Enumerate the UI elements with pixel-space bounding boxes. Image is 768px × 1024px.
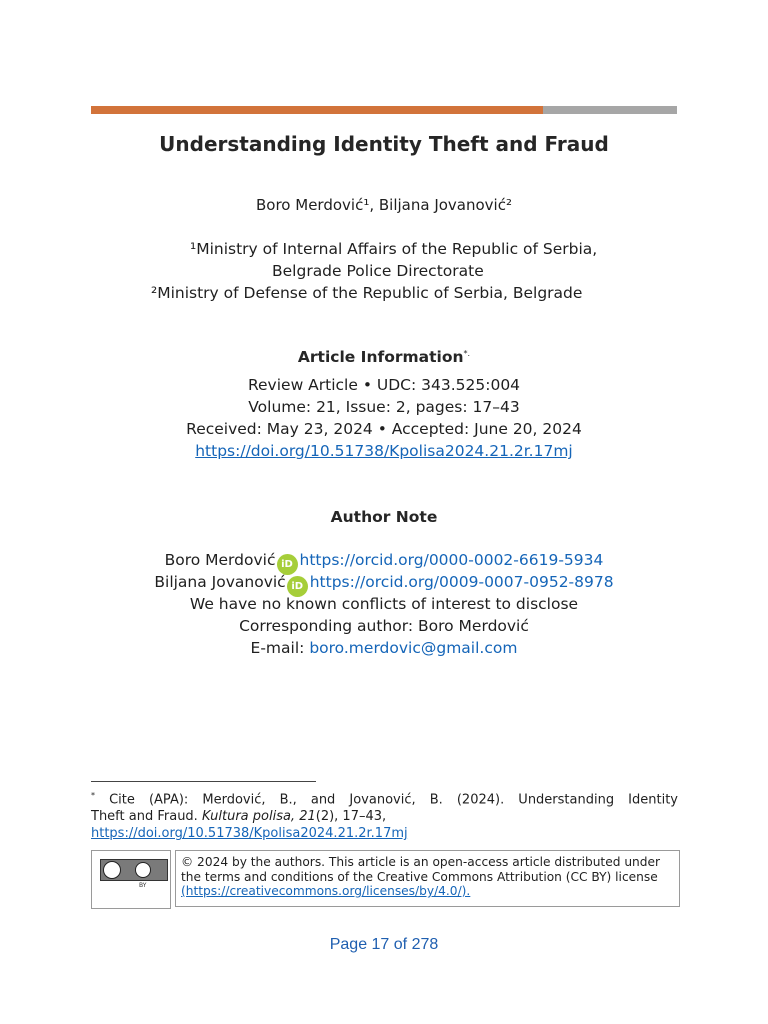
- paper-title: Understanding Identity Theft and Fraud: [159, 132, 609, 156]
- cc-by-badge: BY: [100, 859, 168, 881]
- cc-by-license-image[interactable]: [91, 850, 171, 909]
- footnote-line-3: [91, 825, 678, 842]
- header-accent-bar: [91, 106, 677, 114]
- person-icon: [135, 862, 151, 878]
- orcid-icon: iD: [287, 576, 308, 597]
- author-2-name: Biljana Jovanović: [154, 573, 286, 591]
- author-1-orcid-link[interactable]: https://orcid.org/0000-0002-6619-5934: [299, 551, 604, 569]
- author-list: Boro Merdović¹, Biljana Jovanović²: [256, 196, 512, 214]
- affiliation-1-line-2: Belgrade Police Directorate: [272, 262, 484, 280]
- author-2-orcid-link[interactable]: https://orcid.org/0009-0007-0952-8978: [309, 573, 614, 591]
- footnote-line-1: * Cite (APA): Merdović, B., and Jovanović, B. (2024). Understanding Identity: [91, 791, 678, 808]
- email-label: E-mail:: [250, 639, 305, 657]
- accent-bar-orange: [91, 106, 543, 114]
- license-statement: © 2024 by the authors. This article is an open-access article distributed under the terms and conditions of the Creative Commons Attribution (CC BY) license (https://creativecommons.org/licenses/by/4.0/).: [175, 850, 680, 907]
- dates-line: Received: May 23, 2024 • Accepted: June 20, 2024: [186, 420, 582, 438]
- email-link[interactable]: boro.merdovic@gmail.com: [309, 639, 518, 657]
- footnote-line-2: Theft and Fraud. Kultura polisa, 21(2), 17–43,: [91, 809, 387, 825]
- author-2-orcid-line: [0, 573, 768, 597]
- orcid-icon: iD: [277, 554, 298, 575]
- volume-line: Volume: 21, Issue: 2, pages: 17–43: [248, 398, 520, 416]
- page-number: Page 17 of 278: [329, 936, 439, 953]
- affiliation-1-line-1: ¹Ministry of Internal Affairs of the Republic of Serbia,: [190, 240, 598, 258]
- author-note-heading: Author Note: [330, 508, 438, 526]
- article-type-line: Review Article • UDC: 343.525:004: [247, 376, 521, 394]
- author-1-name: Boro Merdović: [164, 551, 276, 569]
- cc-logo-icon: [103, 861, 121, 879]
- article-information-heading: Article Information*.: [297, 348, 471, 366]
- affiliation-2: ²Ministry of Defense of the Republic of Serbia, Belgrade: [151, 284, 583, 302]
- corresponding-author: Corresponding author: Boro Merdović: [239, 617, 529, 635]
- footnote-doi-link[interactable]: https://doi.org/10.51738/Kpolisa2024.21.2r.17mj: [91, 826, 408, 842]
- citation-footnote: [91, 787, 678, 842]
- author-1-orcid-line: [0, 551, 768, 575]
- doi-line: [0, 442, 768, 460]
- accent-bar-gray: [543, 106, 677, 114]
- conflicts-statement: We have no known conflicts of interest to disclose: [189, 595, 579, 613]
- email-line: [0, 639, 768, 657]
- footnote-rule: [91, 781, 316, 782]
- doi-link[interactable]: https://doi.org/10.51738/Kpolisa2024.21.2r.17mj: [195, 442, 573, 460]
- license-link[interactable]: (https://creativecommons.org/licenses/by/4.0/).: [181, 884, 471, 898]
